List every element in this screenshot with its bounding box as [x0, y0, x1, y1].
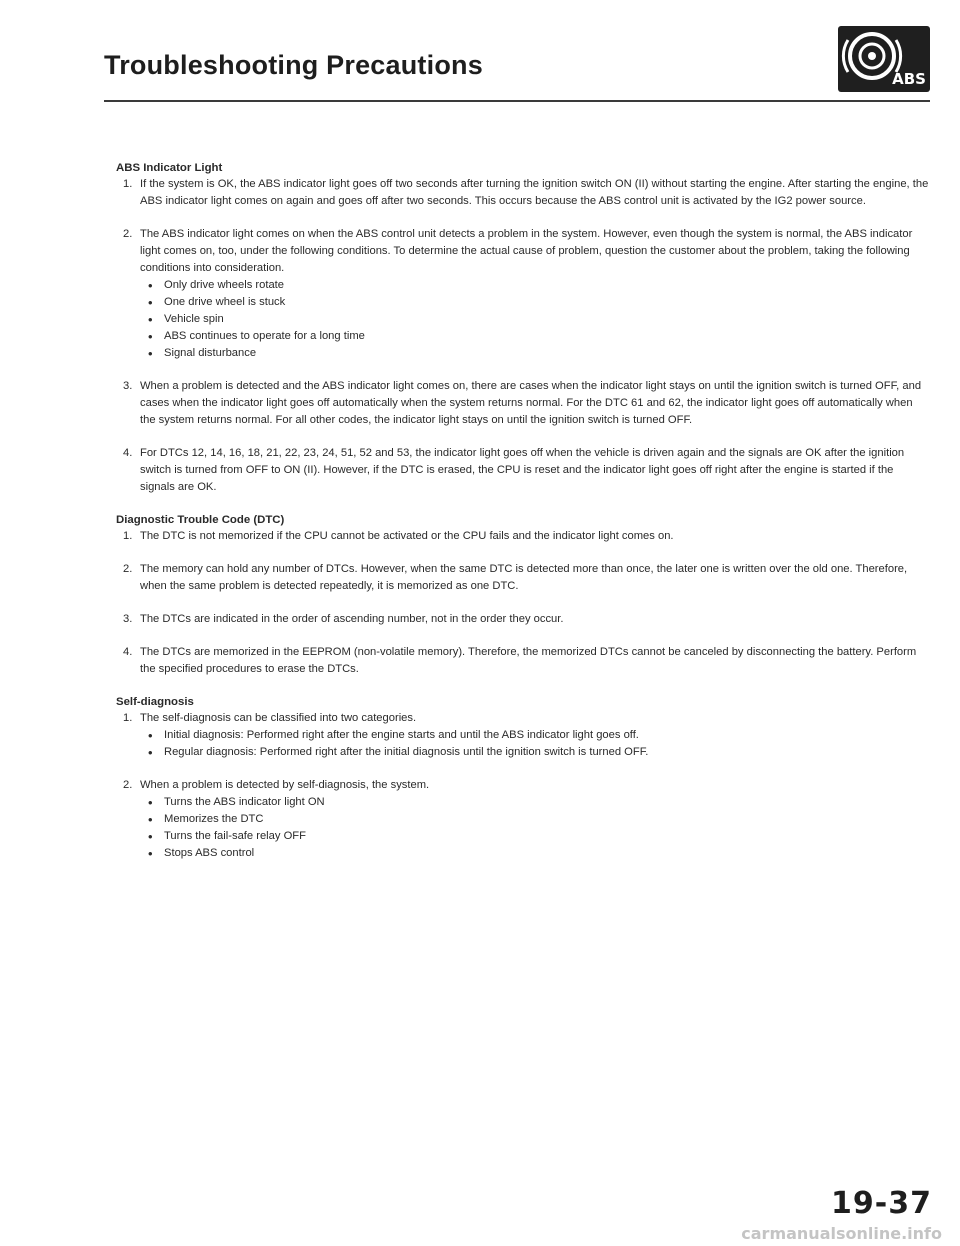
indicator-item-2: [116, 226, 930, 362]
item-number: 2.: [123, 779, 133, 791]
indicator-item-1: [116, 176, 930, 210]
dtc-item-2: [116, 561, 930, 595]
item-text: The memory can hold any number of DTCs. However, when the same DTC is detected more than once, the later one is written over the old one. Therefore, when the same problem is detected repeatedly, it is memorized as one DTC.: [140, 563, 908, 592]
item-number: 4.: [123, 447, 133, 459]
list-item: • One drive wheel is stuck: [148, 294, 930, 311]
document-body: [116, 160, 930, 862]
dtc-item-3: [116, 611, 930, 628]
item-text: The ABS indicator light comes on when the ABS control unit detects a problem in the system. However, even though the system is normal, the ABS indicator light comes on, too, under the following conditions. To determine the actual cause of problem, question the customer about the problem, taking the following conditions into consideration.: [140, 228, 913, 274]
item-text: When a problem is detected and the ABS indicator light comes on, there are cases when the indicator light stays on until the ignition switch is turned OFF, and cases when the indicator light goes off automatically when the system returns normal. For the DTC 61 and 62, the indicator light goes off automatically when the system returns normal. For all other codes, the indicator light stays on until the ignition switch is turned OFF.: [140, 380, 922, 426]
item-text: The DTCs are indicated in the order of ascending number, not in the order they occur.: [140, 613, 564, 625]
dtc-item-1: [116, 528, 930, 545]
abs-logo: [838, 26, 930, 92]
item-number: 2.: [123, 228, 133, 240]
item-text: The DTCs are memorized in the EEPROM (non-volatile memory). Therefore, the memorized DTCs cannot be canceled by disconnecting the battery. Perform the specified procedures to erase the DTCs.: [140, 646, 917, 675]
condition-list: [140, 277, 930, 362]
item-number: 4.: [123, 646, 133, 658]
title-divider: [104, 100, 930, 102]
action-list: [140, 794, 930, 862]
section-heading-dtc: Diagnostic Trouble Code (DTC): [116, 514, 285, 526]
indicator-item-3: [116, 378, 930, 429]
section-heading-indicator: ABS Indicator Light: [116, 162, 223, 174]
section-heading-self-diagnosis: Self-diagnosis: [116, 696, 194, 708]
item-text: The self-diagnosis can be classified into two categories.: [140, 712, 417, 724]
self-diagnosis-item-2: [116, 777, 930, 862]
item-number: 3.: [123, 613, 133, 625]
list-item: • Stops ABS control: [148, 845, 930, 862]
list-item: • Vehicle spin: [148, 311, 930, 328]
item-text: If the system is OK, the ABS indicator light goes off two seconds after turning the ignition switch ON (II) without starting the engine. After starting the engine, the ABS indicator light comes on again and goes off after two seconds. This occurs because the ABS control unit is activated by the IG2 power source.: [140, 178, 929, 207]
list-item: • Signal disturbance: [148, 345, 930, 362]
self-diagnosis-item-1: [116, 710, 930, 761]
item-number: 1.: [123, 178, 133, 190]
abs-logo-text: ABS: [892, 70, 926, 88]
list-item: • Memorizes the DTC: [148, 811, 930, 828]
page-title: Troubleshooting Precautions: [104, 50, 483, 80]
dtc-item-4: [116, 644, 930, 678]
item-number: 1.: [123, 712, 133, 724]
item-number: 2.: [123, 563, 133, 575]
watermark: carmanualsonline.info: [741, 1224, 942, 1243]
item-text: The DTC is not memorized if the CPU cannot be activated or the CPU fails and the indicator light comes on.: [140, 530, 674, 542]
item-text: For DTCs 12, 14, 16, 18, 21, 22, 23, 24, 51, 52 and 53, the indicator light goes off when the vehicle is driven again and the signals are OK after the ignition switch is turned from OFF to ON (II). However, if the DTC is erased, the CPU is reset and the indicator light goes off right after the engine is started if the signals are OK.: [140, 447, 905, 493]
list-item: • Initial diagnosis: Performed right after the engine starts and until the ABS indicator light goes off.: [148, 727, 930, 744]
item-text: When a problem is detected by self-diagnosis, the system.: [140, 779, 430, 791]
list-item: • Turns the ABS indicator light ON: [148, 794, 930, 811]
category-list: [140, 727, 930, 761]
item-number: 1.: [123, 530, 133, 542]
indicator-item-4: [116, 445, 930, 496]
page-number: 19-37: [831, 1186, 932, 1221]
item-number: 3.: [123, 380, 133, 392]
list-item: • Regular diagnosis: Performed right after the initial diagnosis until the ignition switch is turned OFF.: [148, 744, 930, 761]
list-item: • Turns the fail-safe relay OFF: [148, 828, 930, 845]
list-item: • ABS continues to operate for a long time: [148, 328, 930, 345]
list-item: • Only drive wheels rotate: [148, 277, 930, 294]
